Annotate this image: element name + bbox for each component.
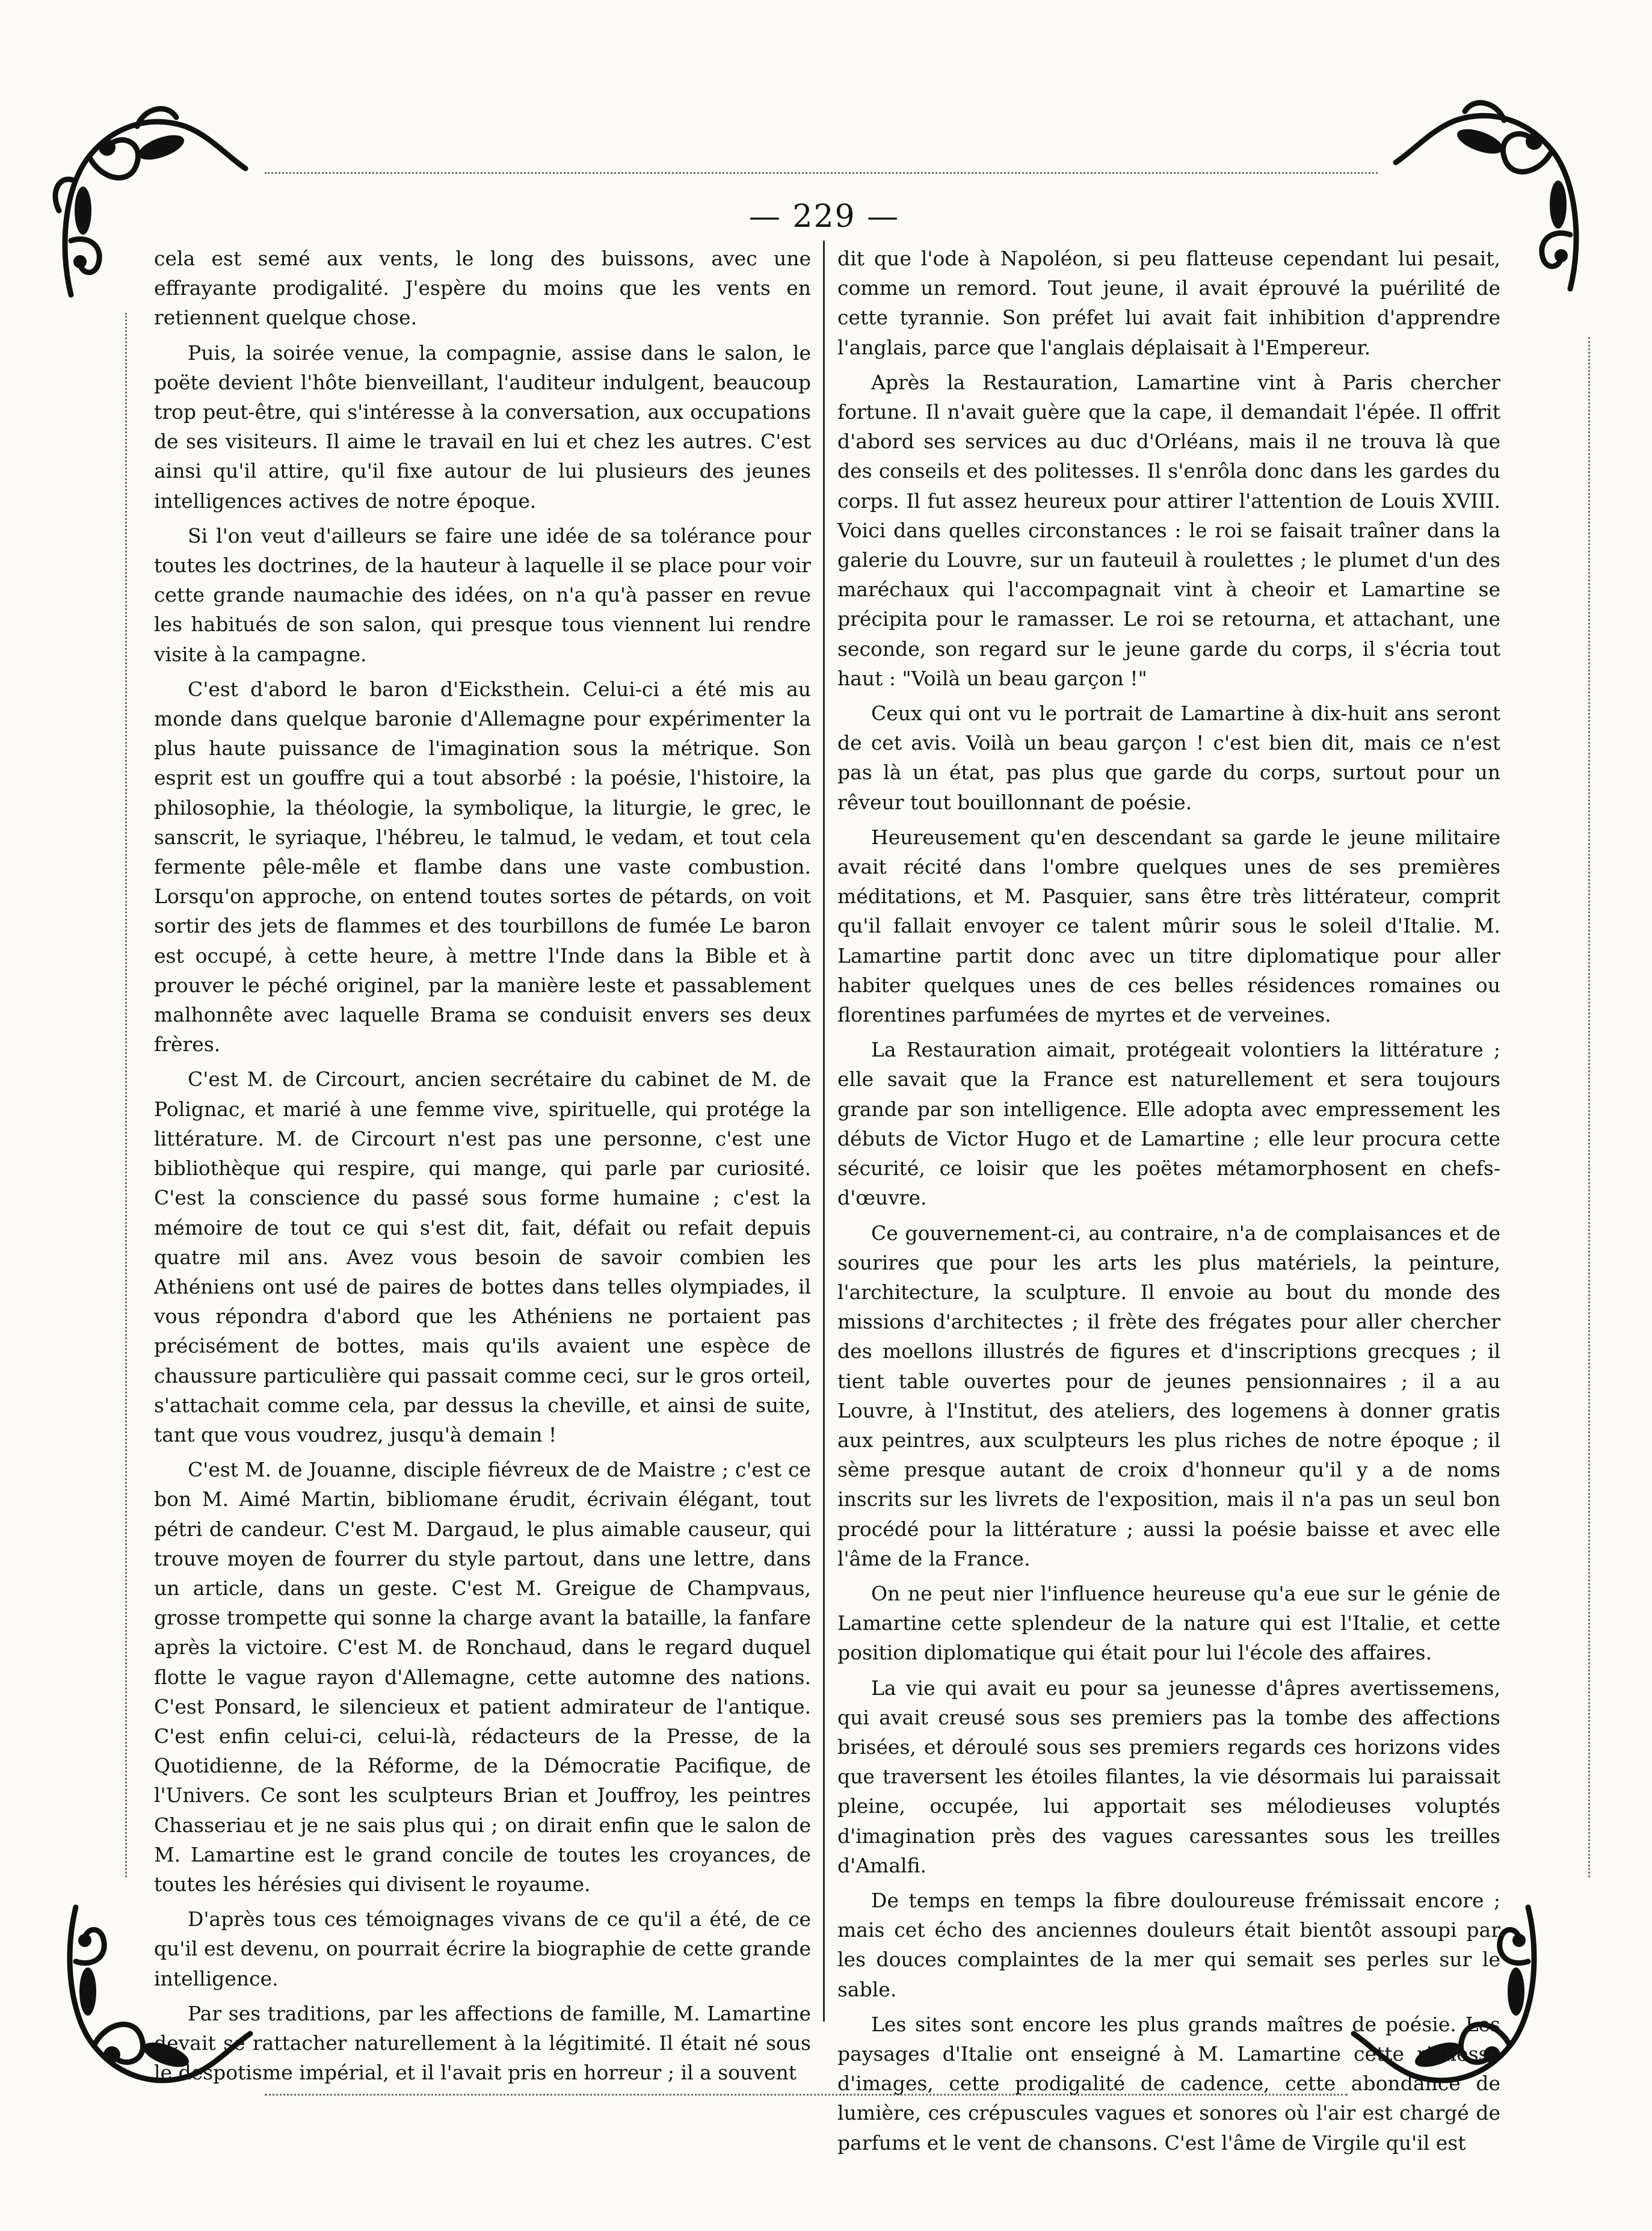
column-separator [823, 241, 825, 2022]
paragraph: Par ses traditions, par les affections de famille, M. Lamartine devait se rattacher naturellement à la légitimité. Il était né sous le despotisme impérial, et il l'avait pris en horreur ; il a souvent [154, 2001, 811, 2085]
paragraph: On ne peut nier l'influence heureuse qu'a eue sur le génie de Lamartine cette splendeur de la nature qui est l'Italie, et cette position diplomatique qui était pour lui l'école des affaires. [837, 1581, 1500, 1665]
paragraph: Les sites sont encore les plus grands maîtres de poésie. Les paysages d'Italie ont enseigné à M. Lamartine cette richesse d'images, cette prodigalité de cadence, cette abondance de lumière, ces crépuscules vagues et sonores où l'air est chargé de parfums et le vent de chansons. C'est l'âme de Virgile qu'il est [837, 2012, 1500, 2155]
paragraph: Si l'on veut d'ailleurs se faire une idée de sa tolérance pour toutes les doctrines, de la hauteur à laquelle il se place pour voir cette grande naumachie des idées, on n'a qu'à passer en revue les habitués de son salon, qui presque tous viennent lui rendre visite à la campagne. [154, 523, 811, 666]
paragraph: Ceux qui ont vu le portrait de Lamartine à dix-huit ans seront de cet avis. Voilà un beau garçon ! c'est bien dit, mais ce n'est pas là un état, pas plus que garde du corps, surtout pour un rêveur tout bouillonnant de poésie. [837, 702, 1500, 814]
paragraph: De temps en temps la fibre douloureuse frémissait encore ; mais cet écho des anciennes douleurs était bientôt assoupi par les douces complaintes de la mer qui semait ses perles sur le sable. [837, 1888, 1500, 2001]
paragraph: D'après tous ces témoignages vivans de ce qu'il a été, de ce qu'il est devenu, on pourrait écrire la biographie de cette grande intelligence. [154, 1907, 811, 1990]
left-column [154, 244, 811, 2093]
paragraph: C'est M. de Circourt, ancien secrétaire du cabinet de M. de Polignac, et marié à une femme vive, spirituelle, qui protége la littérature. M. de Circourt n'est pas une personne, c'est une bibliothèque qui respire, qui mange, qui parle par curiosité. C'est la conscience du passé sous forme humaine ; c'est la mémoire de tout ce qui s'est dit, fait, défait ou refait depuis quatre mil ans. Avez vous besoin de savoir combien les Athéniens ont usé de paires de bottes dans telles olympiades, il vous répondra d'abord que les Athéniens ne portaient pas précisément de bottes, mais qu'ils avaient une espèce de chaussure particulière qui passait comme ceci, sur le gros orteil, s'attachait comme cela, par dessus la cheville, et ainsi de suite, tant que vous voudrez, jusqu'à demain ! [154, 1067, 811, 1446]
border-rule-left [125, 313, 127, 1877]
paragraph: C'est M. de Jouanne, disciple fiévreux de de Maistre ; c'est ce bon M. Aimé Martin, bibliomane érudit, écrivain élégant, tout pétri de candeur. C'est M. Dargaud, le plus aimable causeur, qui trouve moyen de fourrer du style partout, dans une lettre, dans un article, dans un geste. C'est M. Greigue de Champvaus, grosse trompette qui sonne la charge avant la bataille, la fanfare après la victoire. C'est M. de Ronchaud, dans le regard duquel flotte le vague rayon d'Allemagne, cette automne des nations. C'est Ponsard, le silencieux et patient admirateur de l'antique. C'est enfin celui-ci, celui-là, rédacteurs de la Presse, de la Quotidienne, de la Réforme, de la Démocratie Pacifique, de l'Univers. Ce sont les sculpteurs Brian et Jouffroy, les peintres Chasseriau et je ne sais plus qui ; on dirait enfin que le salon de M. Lamartine est le grand concile de toutes les croyances, de toutes les hérésies qui divisent le royaume. [154, 1458, 811, 1896]
page-number: — 229 — [748, 199, 900, 235]
paragraph: La vie qui avait eu pour sa jeunesse d'âpres avertissemens, qui avait creusé sous ses premiers pas la tombe des affections brisées, et déroulé sous ses premiers regards ces horizons vides que traversent les étoiles filantes, la vie désormais lui paraissait pleine, occupée, lui apportait ses mélodieuses voluptés d'imagination près des vagues caressantes sous les treilles d'Amalfi. [837, 1676, 1500, 1877]
paragraph: cela est semé aux vents, le long des buissons, avec une effrayante prodigalité. J'espère du moins que les vents en retiennent quelque chose. [154, 247, 811, 330]
paragraph: Heureusement qu'en descendant sa garde le jeune militaire avait récité dans l'ombre quelques unes de ses premières méditations, et M. Pasquier, sans être très littérateur, comprit qu'il fallait envoyer ce talent mûrir sous le soleil d'Italie. M. Lamartine partit donc avec un titre diplomatique pour aller habiter quelques unes de ces belles résidences romaines ou florentines parfumées de myrtes et de verveines. [837, 825, 1500, 1027]
right-column [837, 244, 1500, 2163]
paragraph: dit que l'ode à Napoléon, si peu flatteuse cependant lui pesait, comme un remord. Tout jeune, il avait éprouvé la puérilité de cette tyrannie. Son préfet lui avait fait inhibition d'apprendre l'anglais, parce que l'anglais déplaisait à l'Empereur. [837, 247, 1500, 359]
border-rule-top [265, 172, 1378, 174]
paragraph: La Restauration aimait, protégeait volontiers la littérature ; elle savait que la France est naturellement et sera toujours grande par son intelligence. Elle adopta avec empressement les débuts de Victor Hugo et de Lamartine ; elle leur procura cette sécurité, ce loisir que les poëtes métamorphosent en chefs-d'œuvre. [837, 1038, 1500, 1210]
paragraph: C'est d'abord le baron d'Eicksthein. Celui-ci a été mis au monde dans quelque baronie d'Allemagne pour expérimenter la plus haute puissance de l'imagination sous la métrique. Son esprit est un gouffre qui a tout absorbé : la poésie, l'histoire, la philosophie, la théologie, la symbolique, la liturgie, le grec, le sanscrit, le syriaque, l'hébreu, le talmud, le vedam, et tout cela fermente pêle-mêle et flambe dans une vaste combustion. Lorsqu'on approche, on entend toutes sortes de pétards, on voit sortir des jets de flammes et des tourbillons de fumée Le baron est occupé, à cette heure, à mettre l'Inde dans la Bible et à prouver le péché originel, par la manière leste et passablement malhonnête avec laquelle Brama se conduisit envers ses deux frères. [154, 677, 811, 1057]
paragraph: Puis, la soirée venue, la compagnie, assise dans le salon, le poëte devient l'hôte bienveillant, l'auditeur indulgent, beaucoup trop peut-être, qui s'intéresse à la conversation, aux occupations de ses visiteurs. Il aime le travail en lui et chez les autres. C'est ainsi qu'il attire, qu'il fixe autour de lui plusieurs des jeunes intelligences actives de notre époque. [154, 341, 811, 513]
paragraph: Après la Restauration, Lamartine vint à Paris chercher fortune. Il n'avait guère que la cape, il demandait l'épée. Il offrit d'abord ses services au duc d'Orléans, mais il ne trouva là que des conseils et des politesses. Il s'enrôla donc dans les gardes du corps. Il fut assez heureux pour attirer l'attention de Louis XVIII. Voici dans quelles circonstances : le roi se faisait traîner dans la galerie du Louvre, sur un fauteuil à roulettes ; le plumet d'un des maréchaux qui l'accompagnait vint à cheoir et Lamartine se précipita pour le ramasser. Le roi se retourna, et attachant, une seconde, son regard sur le jeune garde du corps, il s'écria tout haut : "Voilà un beau garçon !" [837, 370, 1500, 690]
paragraph: Ce gouvernement-ci, au contraire, n'a de complaisances et de sourires que pour les arts les plus matériels, la peinture, l'architecture, la sculpture. Il envoie au bout du monde des missions d'architectes ; il frète des frégates pour aller chercher des moellons illustrés de figures et d'inscriptions grecques ; il tient table ouvertes pour de jeunes pensionnaires ; il a au Louvre, à l'Institut, des ateliers, des logemens à donner gratis aux peintres, aux sculpteurs les plus riches de notre époque ; il sème presque autant de croix d'honneur qu'il y a de noms inscrits sur les livrets de l'exposition, mais il n'a pas un seul bon procédé pour la littérature ; aussi la poésie baisse et avec elle l'âme de la France. [837, 1221, 1500, 1570]
border-rule-right [1588, 337, 1590, 1877]
